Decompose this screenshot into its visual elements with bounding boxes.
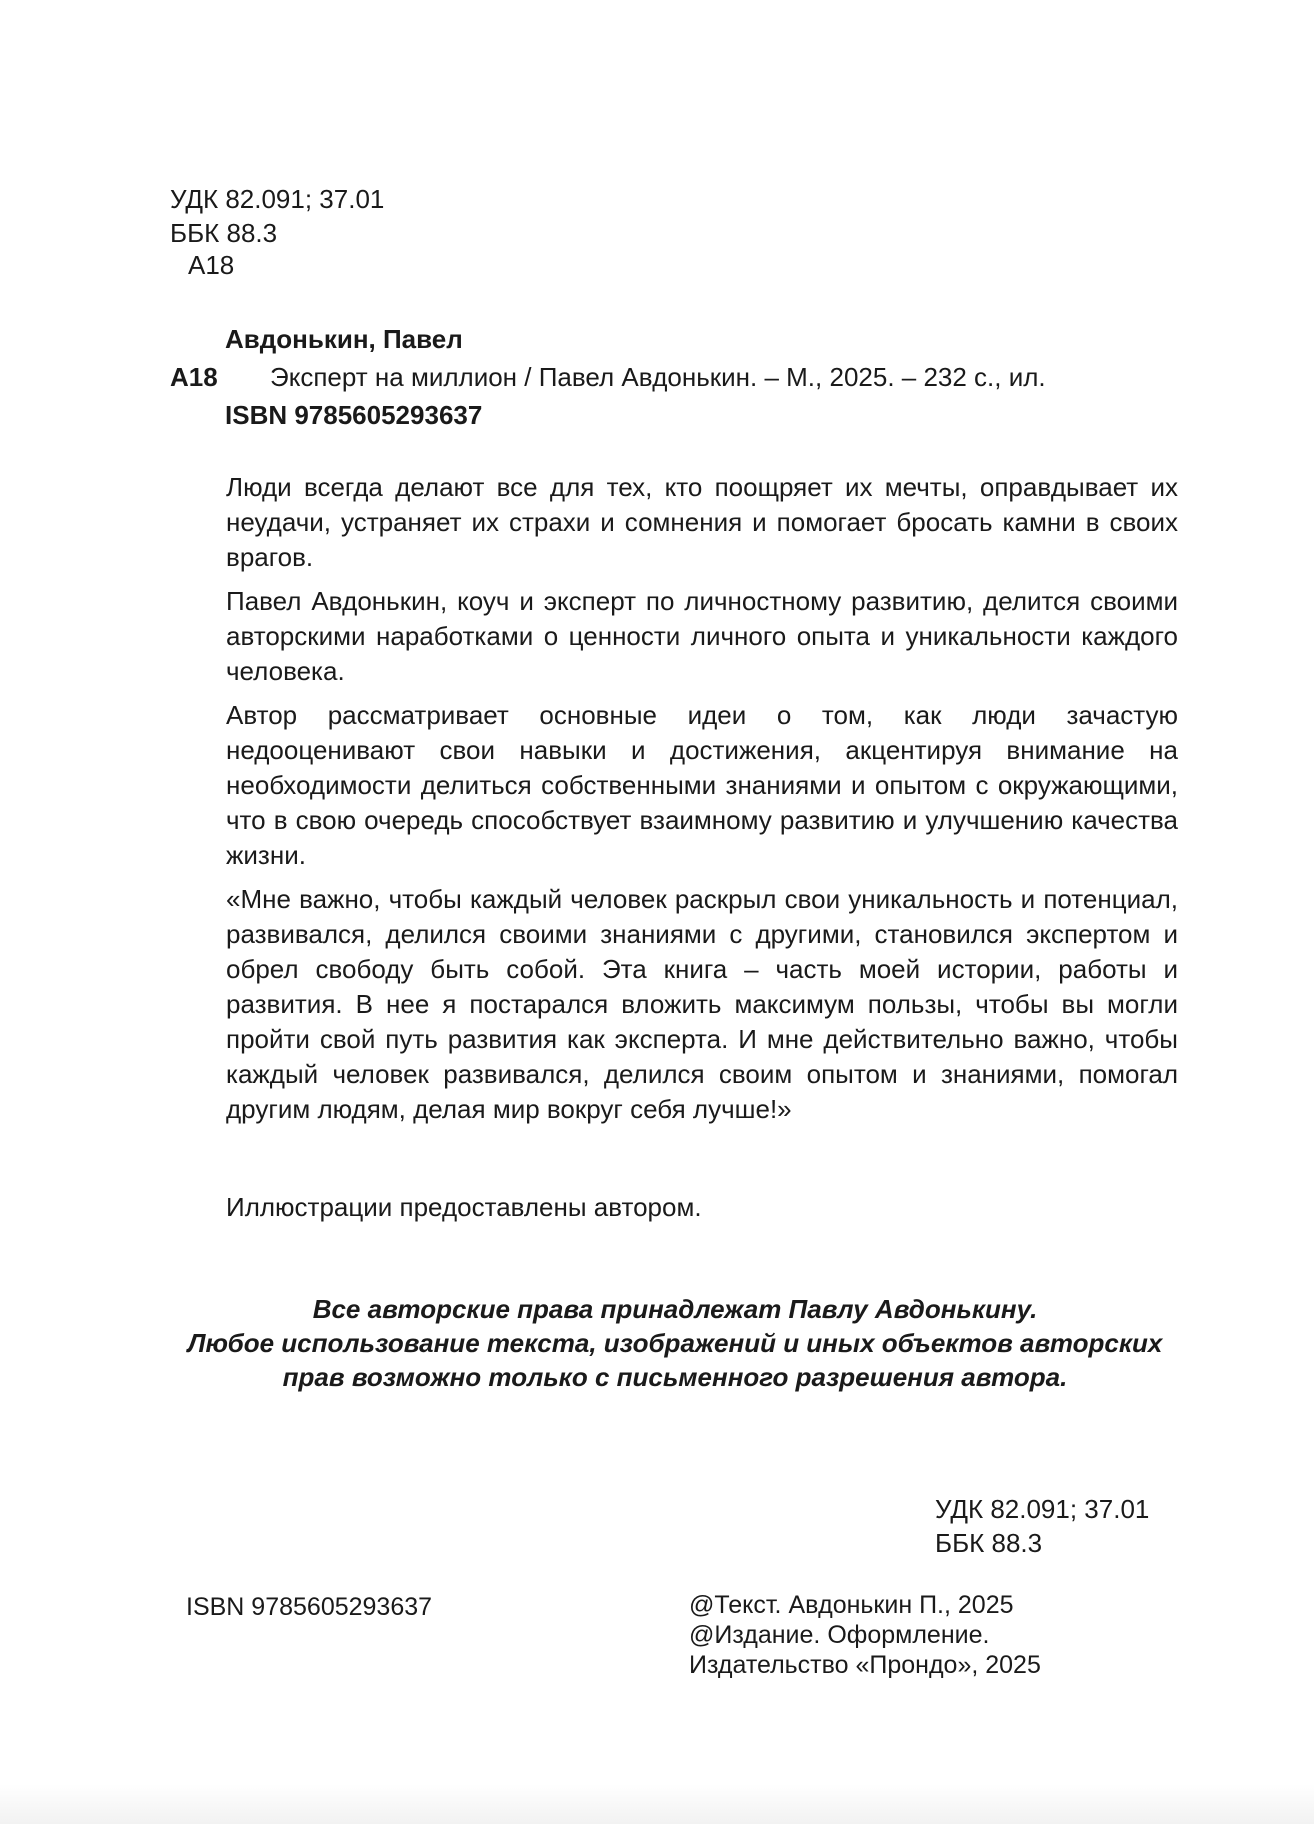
author-mark-top: А18 (188, 250, 235, 280)
catalog-book-record: Эксперт на миллион / Павел Авдонькин. – М., 2025. – 232 с., ил. (270, 362, 1046, 392)
copyright-notice-line: прав возможно только с письменного разрешения автора. (282, 1362, 1068, 1392)
copyright-notice (0, 1292, 1314, 1394)
publisher-copyright-line: Издательство «Прондо», 2025 (689, 1651, 1041, 1679)
illustrations-note: Иллюстрации предоставлены автором. (226, 1192, 702, 1222)
bbk-code-top: ББК 88.3 (170, 218, 278, 248)
isbn-bottom: ISBN 9785605293637 (186, 1593, 433, 1621)
annotation (226, 470, 1178, 1136)
copyright-block (689, 1590, 1041, 1680)
edition-copyright-line: @Издание. Оформление. (689, 1621, 990, 1649)
annotation-paragraph: Люди всегда делают все для тех, кто поощряет их мечты, оправдывает их неудачи, устраняет их страхи и сомнения и помогает бросать камни в своих врагов. (226, 472, 1178, 572)
annotation-paragraph: Автор рассматривает основные идеи о том, как люди зачастую недооценивают свои навыки и достижения, акцентируя внимание на необходимости делиться собственными знаниями и опытом с окружающими, что в свою очередь способствует взаимному развитию и улучшению качества жизни. (226, 700, 1178, 870)
udk-code-bottom: УДК 82.091; 37.01 (935, 1494, 1150, 1524)
copyright-notice-line: Все авторские права принадлежат Павлу Авдонькину. (312, 1294, 1038, 1324)
catalog-author-mark: А18 (170, 362, 218, 392)
catalog-isbn: ISBN 9785605293637 (225, 400, 483, 430)
text-copyright: @Текст. Авдонькин П., 2025 (689, 1591, 1014, 1619)
page-bottom-shadow (0, 1784, 1314, 1824)
udk-code-top: УДК 82.091; 37.01 (170, 184, 385, 214)
bbk-code-bottom: ББК 88.3 (935, 1528, 1043, 1558)
annotation-quote: «Мне важно, чтобы каждый человек раскрыл свои уникальность и потенциал, развивался, делился своими знаниями с другими, становился экспертом и обрел свободу быть собой. Эта книга – часть моей истории, работы и развития. В нее я постарался вложить максимум пользы, чтобы вы могли пройти свой путь развития как эксперта. И мне действительно важно, чтобы каждый человек развивался, делился своим опытом и знаниями, помогал другим людям, делая мир вокруг себя лучше!» (226, 884, 1178, 1124)
catalog-author: Авдонькин, Павел (225, 324, 463, 354)
copyright-notice-line: Любое использование текста, изображений и иных объектов авторских (187, 1328, 1163, 1358)
annotation-paragraph: Павел Авдонькин, коуч и эксперт по личностному развитию, делится своими авторскими наработками о ценности личного опыта и уникальности каждого человека. (226, 586, 1178, 686)
